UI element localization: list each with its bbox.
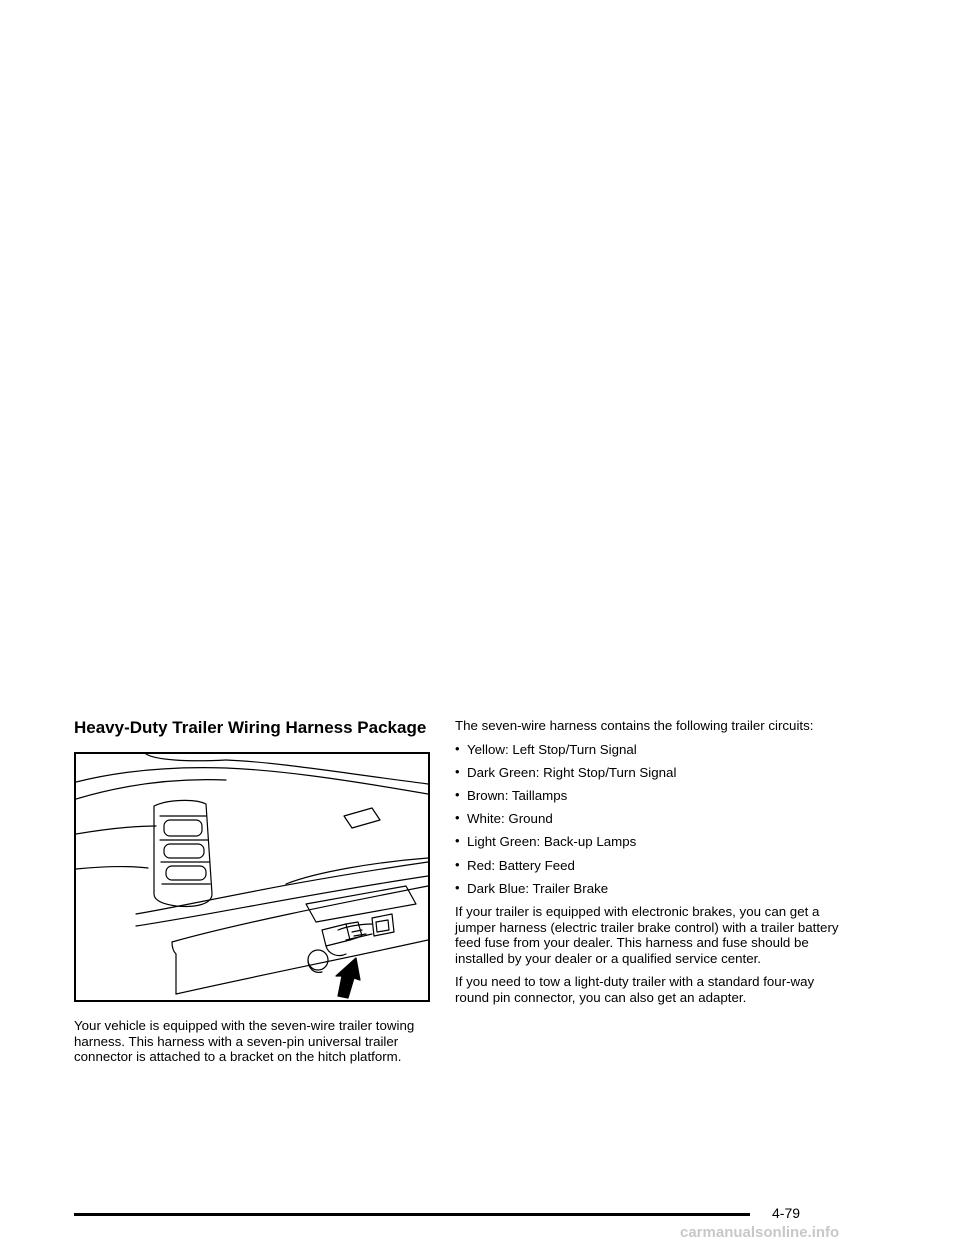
circuits-intro: The seven-wire harness contains the following trailer circuits: (455, 718, 814, 733)
circuit-list (455, 742, 850, 897)
list-item: • White: Ground (455, 810, 553, 827)
bullet-icon: • (455, 879, 460, 895)
section-heading: Heavy-Duty Trailer Wiring Harness Package (74, 718, 427, 737)
truck-rear-hitch-drawing (76, 754, 428, 1000)
bullet-icon: • (455, 833, 460, 849)
adapter-paragraph: If you need to tow a light-duty trailer with a standard four-way round pin connector, you can also get an adapter. (455, 974, 815, 1005)
list-item: • Dark Green: Right Stop/Turn Signal (455, 763, 677, 780)
bullet-icon: • (455, 763, 460, 779)
list-item: • Red: Battery Feed (455, 856, 575, 873)
list-item: • Brown: Taillamps (455, 786, 568, 803)
bullet-icon: • (455, 856, 460, 872)
right-column (455, 718, 850, 1013)
watermark: carmanualsonline.info (680, 1224, 840, 1241)
trailer-connector-illustration (74, 752, 430, 1002)
left-column (74, 718, 434, 1073)
list-item: • Light Green: Back-up Lamps (455, 833, 637, 850)
list-item: • Dark Blue: Trailer Brake (455, 879, 609, 896)
bullet-icon: • (455, 740, 460, 756)
page-number: 4-79 (772, 1205, 801, 1221)
list-item: • Yellow: Left Stop/Turn Signal (455, 740, 637, 757)
harness-description: Your vehicle is equipped with the seven-wire trailer towing harness. This harness with a seven-pin universal trailer connector is attached to a bracket on the hitch platform. (74, 1018, 415, 1065)
bullet-icon: • (455, 810, 460, 826)
electronic-brakes-paragraph: If your trailer is equipped with electronic brakes, you can get a jumper harness (electric trailer brake control) with a trailer battery feed fuse from your dealer. This harness and fuse should be installed by your dealer or a qualified service center. (455, 903, 839, 966)
bullet-icon: • (455, 786, 460, 802)
footer-rule (74, 1213, 750, 1216)
